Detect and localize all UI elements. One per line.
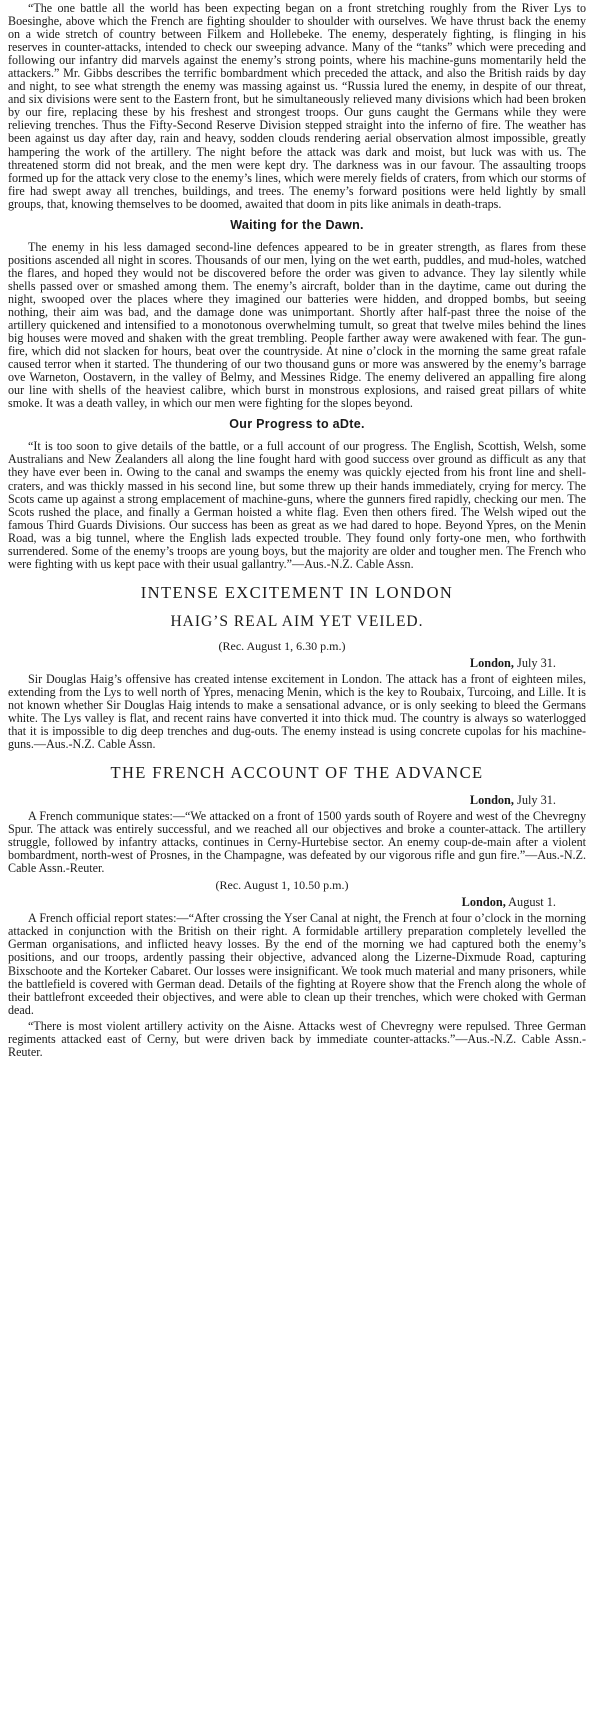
article-paragraph: The enemy in his less damaged second-line defences appeared to be in greater strength, as flares from these positions ascended all night in scores. Thousands of our men, lying on the wet earth, puddles, and mud-holes, watched the flares, and hoped they would not be discovered before the order was given to advance. They lay silently while shells passed over or smashed among them. The enemy’s aircraft, bolder than in the daytime, came out during the night, swooped over the places where they imagined our batteries were hidden, and dropped bombs, but seeing nothing, their aim was bad, and the damage done was unimportant. Shortly after half-past three the noise of the artillery quickened and intensified to a monotonous overwhelming tumult, so great that twelve miles behind the lines big houses were moved and shaken with the great trembling. People farther away were awakened with fear. The gun-fire, which did not slacken for hours, beat over the countryside. At nine o’clock in the morning the same great rafale caused terror when it started. The thundering of our two thousand guns or more was answered by the enemy’s barrage ove Warneton, Oostavern, in the valley of Belmy, and Messines Ridge. The enemy delivered an appalling fire along our line with shells of the heaviest calibre, which burst in monstrous explosions, and raised great pillars of white smoke. It was a death valley, in which our men were fighting for the slopes beyond. xyxy=(8,239,586,411)
received-line: (Rec. August 1, 6.30 p.m.) xyxy=(218,638,346,653)
article-paragraph: Sir Douglas Haig’s offensive has created intense excitement in London. The attack has a front of eighteen miles, extending from the Lys to well north of Ypres, menacing Menin, which is the key to Roubaix, Turcoing, and Lille. It is not known whether Sir Douglas Haig intends to make a sensational advance, or is only seeking to bleed the Germans white. The Lys valley is flat, and recent rains have converted it into thick mud. The country is always so waterlogged that it is impossible to dig deep trenches and dug-outs. The enemy instead is using concrete cupolas for his machine-guns.—Aus.-N.Z. Cable Assn. xyxy=(8,671,586,752)
article-subheadline: HAIG’S REAL AIM YET VEILED. xyxy=(170,612,424,630)
dateline xyxy=(8,793,586,808)
dateline-place: London, xyxy=(469,793,514,808)
dateline-place: London, xyxy=(461,895,506,910)
article-headline: INTENSE EXCITEMENT IN LONDON xyxy=(140,582,454,602)
french-account-article xyxy=(8,763,586,1059)
section-subheading: Waiting for the Dawn. xyxy=(230,217,364,232)
article-headline: THE FRENCH ACCOUNT OF THE ADVANCE xyxy=(110,763,484,783)
article-paragraph: A French official report states:—“After crossing the Yser Canal at night, the French at four o’clock in the morning attacked in conjunction with the British on their right. A formidable artillery preparation completely levelled the German organisations, and inflicted heavy losses. By the end of the morning we had captured both the enemy’s positions, and our troops, ardently passing their objective, advanced along the Lizerne-Dixmude Road, capturing Bixschoote and the Korteker Cabaret. Our losses were insignificant. We took much material and many prisoners, while the battlefield is covered with German dead. Details of the fighting at Royere show that the French along the whole of their battlefront exceeded their objectives, and were able to clean up their trenches, which were choked with German dead. xyxy=(8,911,586,1017)
section-subheading: Our Progress to aDte. xyxy=(229,417,365,432)
dateline-place: London, xyxy=(469,655,514,670)
article-paragraph: A French communique states:—“We attacked on a front of 1500 yards south of Royere and west of the Chevregny Spur. The attack was entirely successful, and we reached all our objectives and broke a counter-attack. The artillery struggle, followed by infantry attacks, continues in Cerny-Hurtebise sector. An enemy coup-de-main after a violent bombardment, north-west of Prosnes, in the Champagne, was defeated by our vigorous rifle and gun fire.”—Aus.-N.Z. Cable Assn.-Reuter. xyxy=(8,809,586,876)
dateline xyxy=(8,895,586,910)
battle-report-article xyxy=(8,2,586,571)
dateline-date: August 1. xyxy=(508,895,556,910)
london-excitement-article xyxy=(8,583,586,751)
dateline xyxy=(8,656,586,671)
dateline-date: July 31. xyxy=(517,655,556,670)
article-paragraph: “There is most violent artillery activity on the Aisne. Attacks west of Chevregny were repulsed. Three German regiments attacked east of Cerny, but were driven back by immediate counter-attacks.”—Aus.-N.Z. Cable Assn.-Reuter. xyxy=(8,1018,586,1059)
dateline-date: July 31. xyxy=(517,793,556,808)
article-paragraph: “The one battle all the world has been expecting began on a front stretching roughly from the River Lys to Boesinghe, above which the French are fighting shoulder to shoulder with ourselves. We have thrust back the enemy on a wide stretch of country between Filkem and Hollebeke. The enemy, desperately fighting, is flinging in his reserves in counter-attacks, intended to check our sweeping advance. Many of the “tanks” which were preceding and following our infantry did marvels against the enemy’s strong points, where his machine-guns momentarily held the attackers.” Mr. Gibbs describes the terrific bombardment which preceded the attack, and also the British raids by day and night, to see what strength the enemy was massing against us. “Russia lured the enemy, in despite of our threat, and six divisions were sent to the Eastern front, but he simultaneously relieved many divisions which had been broken by our fire, replacing these by his freshest and strongest troops. Our guns caught the Germans while they were relieving trenches. Thus the Fifty-Second Reserve Division stepped straight into the inferno of fire. The weather has been against us day after day, rain and heavy, sodden clouds rendering aerial observation almost impossible, greatly hampering the work of the artillery. The night before the attack was dark and moist, but luck was with us. The threatened storm did not break, and the men were kept dry. The darkness was in our favour. The assaulting troops formed up for the attack very close to the enemy’s lines, which were merely fields of craters, from which our storms of fire had swept away all trenches, buildings, and trees. The enemy’s forward positions were held lightly by small groups, that, knowing themselves to be doomed, awaited that doom in pits like animals in death-traps. xyxy=(8,1,586,211)
received-line: (Rec. August 1, 10.50 p.m.) xyxy=(215,878,349,893)
article-paragraph: “It is too soon to give details of the battle, or a full account of our progress. The English, Scottish, Welsh, some Australians and New Zealanders all along the line fought hard with good success over ground as difficult as any that they have ever been in. Owing to the canal and swamps the enemy was quickly ejected from his front line and shell-craters, and was thickly massed in his second line, but some threw up their hands immediately, crying for mercy. The Scots came up against a strong emplacement of machine-guns, where the gunners fired rapidly, checking our men. The Scots rushed the place, and finally a German hoisted a white flag. Even then others fired. The Welsh wiped out the famous Third Guards Divisions. Our success has been as great as we had dared to hope. Beyond Ypres, on the Menin Road, was a big tunnel, where the English lads expected trouble. They found only forty-one men, who forthwith surrendered. Some of the enemy’s troops are young boys, but the majority are older and tougher men. The French who were fighting with us kept pace with their usual gallantry.”—Aus.-N.Z. Cable Assn. xyxy=(8,439,586,571)
